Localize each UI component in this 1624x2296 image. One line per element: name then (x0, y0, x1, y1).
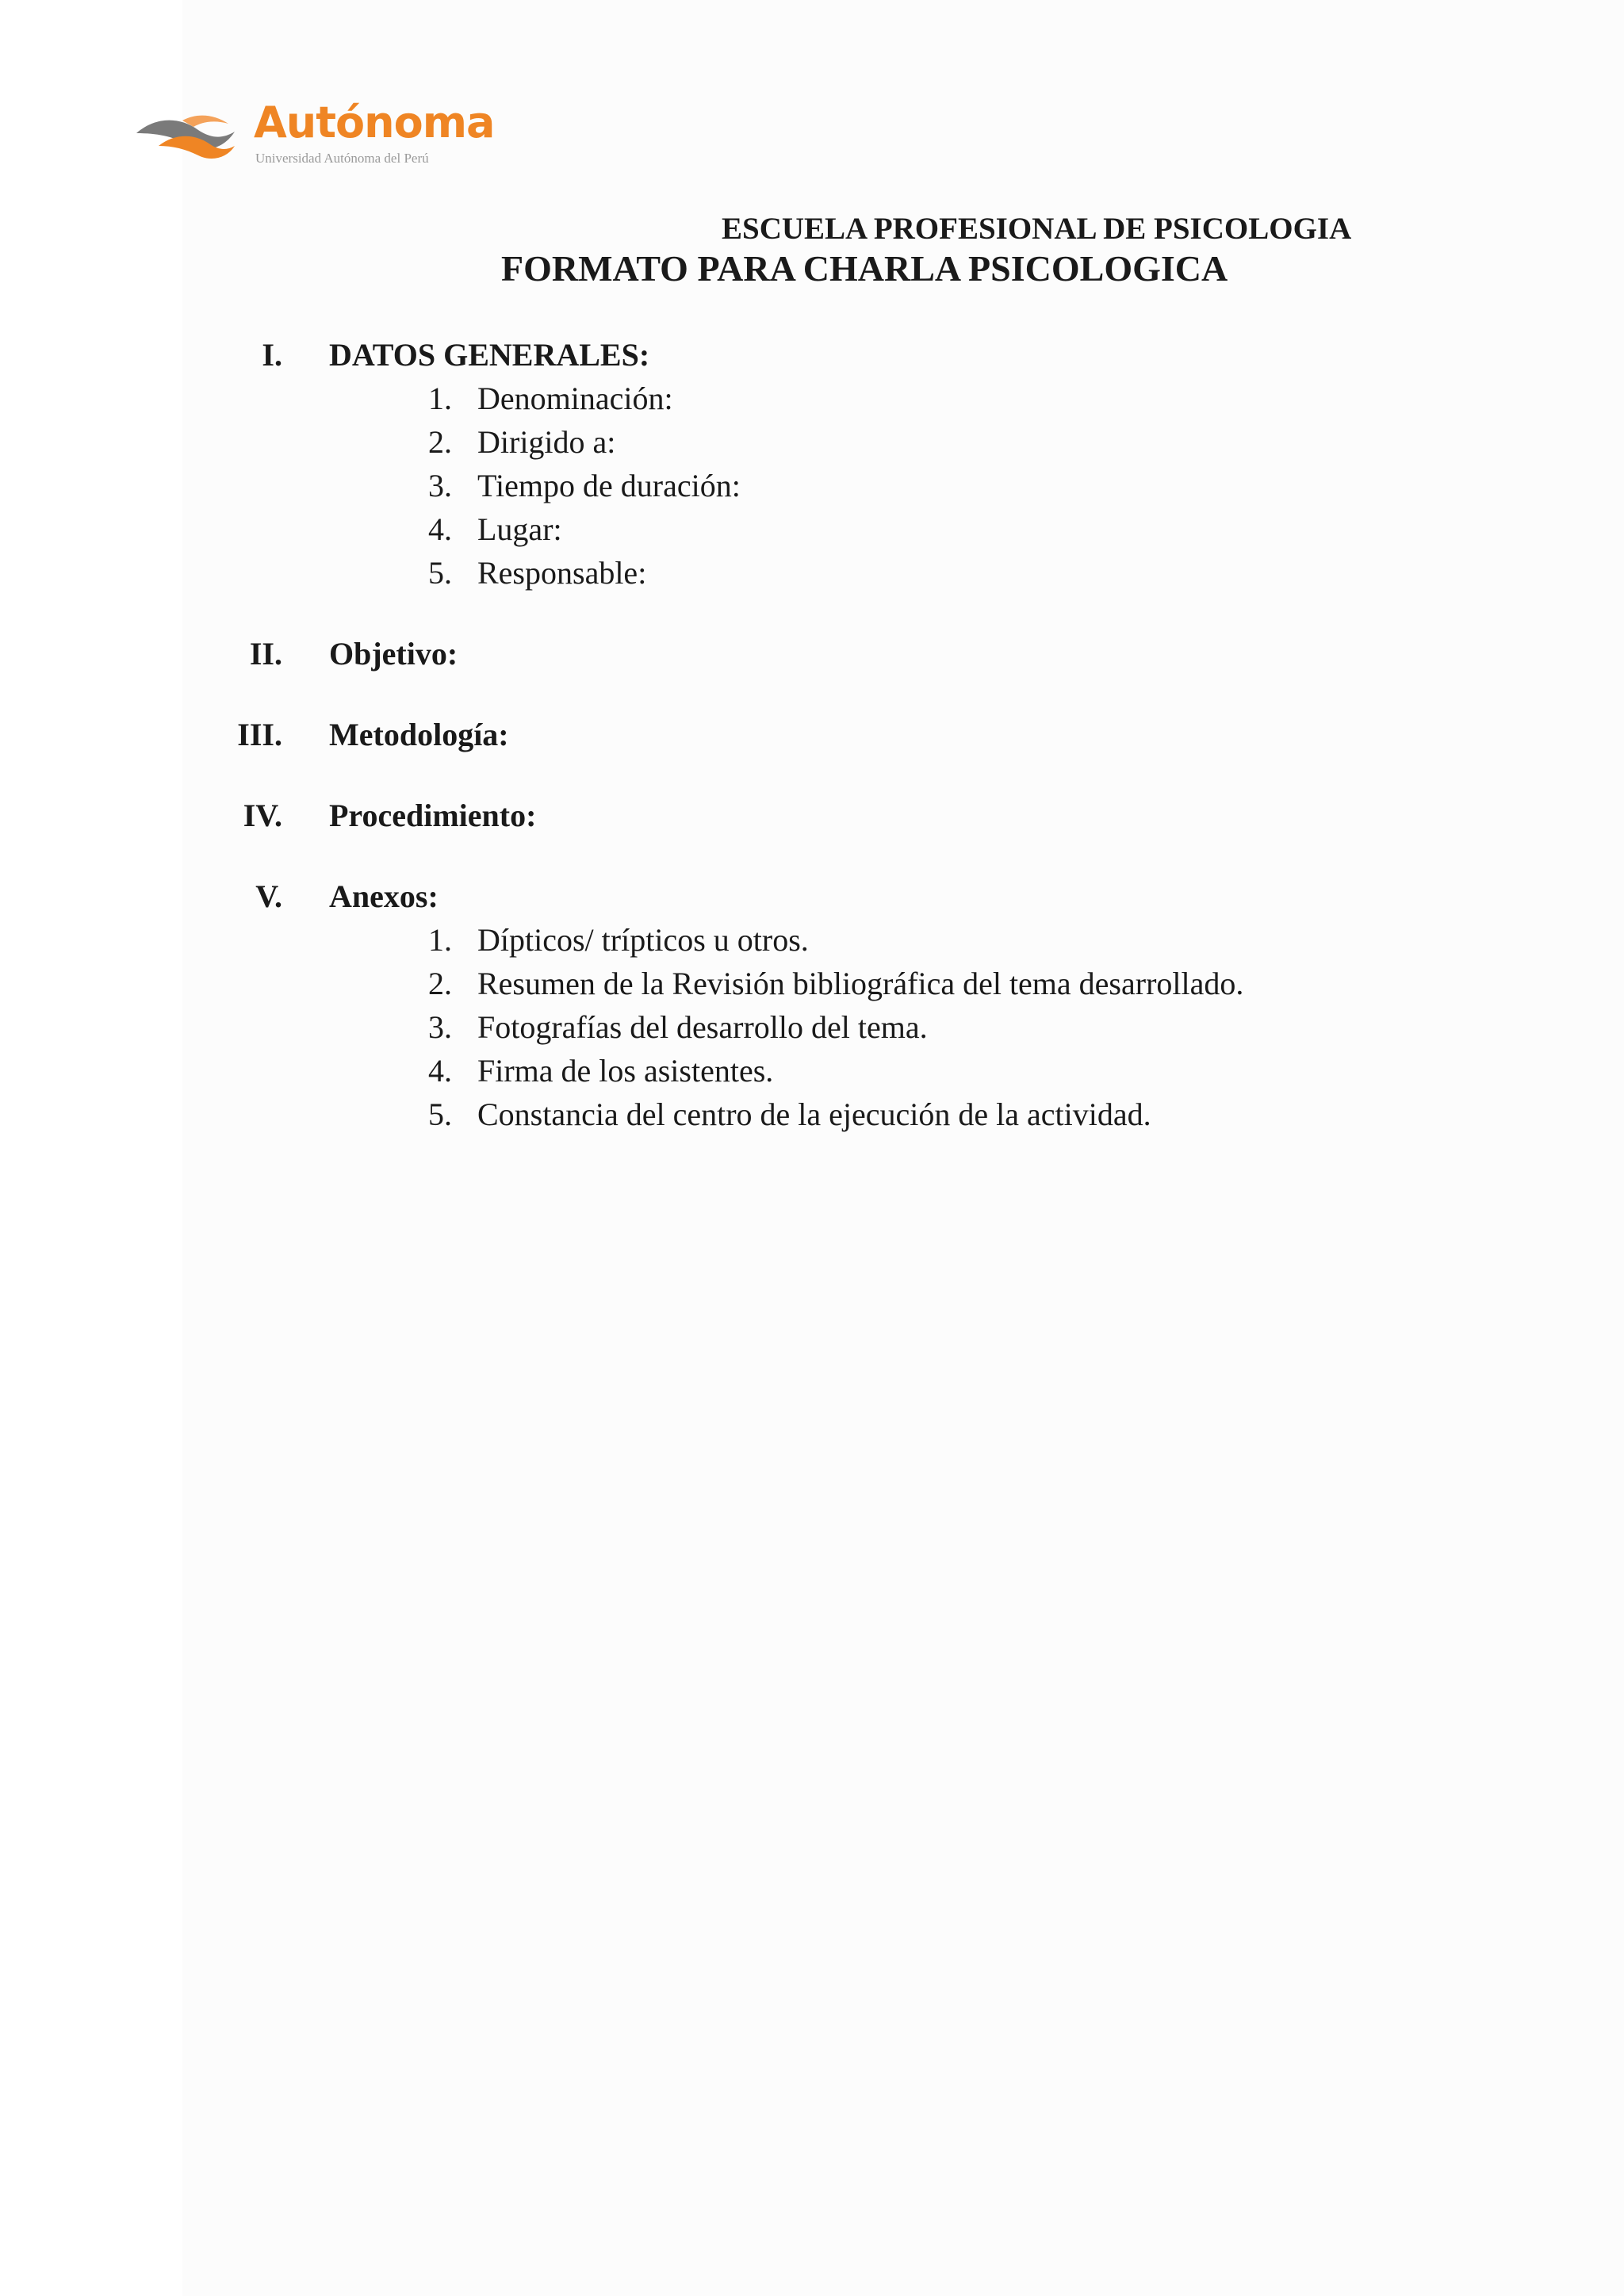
list-item-number: 4. (428, 511, 452, 547)
list-item-number: 1. (428, 922, 452, 958)
logo-wordmark: Autónoma (254, 98, 495, 147)
list-item-number: 2. (428, 424, 452, 460)
section-numeral: IV. (243, 798, 282, 833)
autonoma-logo-mark-icon (135, 109, 238, 165)
list-item-number: 5. (428, 1096, 452, 1132)
list-item: Fotografías del desarrollo del tema. (477, 1009, 928, 1045)
section-numeral: V. (255, 878, 282, 914)
list-item: Lugar: (477, 511, 562, 547)
page-margin (0, 0, 182, 2296)
list-item-number: 3. (428, 1009, 452, 1045)
university-logo (135, 98, 495, 181)
section-title-datos-generales: DATOS GENERALES: (329, 337, 650, 373)
list-item-number: 3. (428, 468, 452, 503)
section-numeral: II. (249, 636, 282, 672)
list-item: Resumen de la Revisión bibliográfica del tema desarrollado. (477, 966, 1244, 1001)
page-title: FORMATO PARA CHARLA PSICOLOGICA (501, 248, 1228, 289)
list-item-number: 2. (428, 966, 452, 1001)
section-title-objetivo: Objetivo: (329, 636, 458, 672)
list-item: Tiempo de duración: (477, 468, 741, 503)
list-item: Constancia del centro de la ejecución de la actividad. (477, 1096, 1151, 1132)
list-item: Dirigido a: (477, 424, 616, 460)
list-item-number: 4. (428, 1053, 452, 1089)
section-title-anexos: Anexos: (329, 878, 439, 914)
section-title-metodologia: Metodología: (329, 717, 509, 752)
list-item-number: 5. (428, 555, 452, 591)
list-item: Denominación: (477, 381, 673, 416)
logo-subtitle: Universidad Autónoma del Perú (255, 151, 429, 166)
list-item-number: 1. (428, 381, 452, 416)
section-numeral: I. (262, 337, 282, 373)
section-numeral: III. (237, 717, 282, 752)
list-item: Responsable: (477, 555, 647, 591)
list-item: Dípticos/ trípticos u otros. (477, 922, 809, 958)
list-item: Firma de los asistentes. (477, 1053, 774, 1089)
school-name: ESCUELA PROFESIONAL DE PSICOLOGIA (722, 212, 1352, 246)
section-title-procedimiento: Procedimiento: (329, 798, 537, 833)
